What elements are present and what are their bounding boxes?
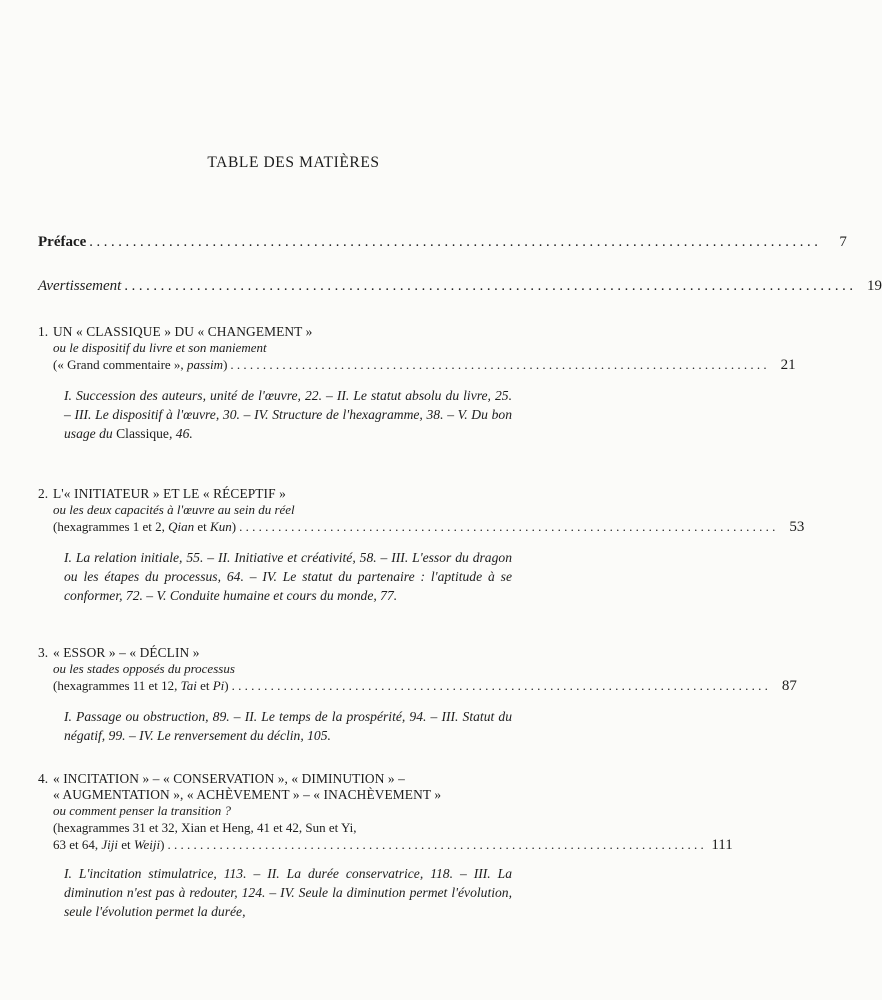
chapter-reference: (hexagrammes 11 et 12, Tai et Pi): [53, 678, 229, 693]
chapter-number: 4.: [38, 771, 49, 786]
leader-dots: [164, 836, 706, 853]
chapter-number: 2.: [38, 486, 49, 501]
chapter-subtitle: ou comment penser la transition ?: [53, 803, 232, 818]
chapter-3: [38, 645, 797, 745]
chapter-title-line-1: « INCITATION » – « CONSERVATION », « DIMINUTION » –: [53, 771, 405, 786]
toc-entry-avertissement: [38, 278, 882, 295]
chapter-4: [38, 771, 733, 921]
chapter-title: « ESSOR » – « DÉCLIN »: [53, 645, 200, 660]
chapter-subtitle: ou les stades opposés du processus: [53, 661, 235, 676]
entry-page: 19: [866, 278, 882, 294]
chapter-summary: I. Succession des auteurs, unité de l'œuvre, 22. – II. Le statut absolu du livre, 25. – III. Le dispositif à l'œuvre, 30. – IV. Structure de l'hexagramme, 38. – V. Du bon usage du Classique, 46.: [64, 388, 512, 441]
chapter-reference-line: [53, 677, 797, 695]
chapter-page: 87: [781, 678, 797, 694]
chapter-reference: (« Grand commentaire », passim): [53, 357, 228, 372]
chapter-number: 1.: [38, 324, 49, 339]
leader-dots: [227, 356, 769, 373]
chapter-reference-line-1: (hexagrammes 31 et 32, Xian et Heng, 41 et 42, Sun et Yi,: [53, 820, 357, 835]
chapter-heading: [38, 324, 796, 374]
chapter-subtitle: ou le dispositif du livre et son maniement: [53, 340, 267, 355]
chapter-1: [38, 324, 796, 443]
chapter-subtitle: ou les deux capacités à l'œuvre au sein du réel: [53, 502, 295, 517]
chapter-reference-line: [53, 836, 733, 854]
chapter-number: 3.: [38, 645, 49, 660]
chapter-heading: [38, 486, 805, 536]
chapter-summary: I. La relation initiale, 55. – II. Initiative et créativité, 58. – III. L'essor du dragon ou les étapes du processus, 64. – IV. Le statut du partenaire : l'aptitude à se conformer, 72. – V. Conduite humaine et cours du monde, 77.: [64, 550, 512, 603]
chapter-2: [38, 486, 805, 605]
leader-dots: [121, 278, 856, 295]
chapter-title-line-2: « AUGMENTATION », « ACHÈVEMENT » – « INACHÈVEMENT »: [53, 787, 442, 802]
leader-dots: [86, 234, 821, 251]
toc-entry-preface: [38, 234, 847, 251]
chapter-reference-line: [53, 356, 796, 374]
leader-dots: [236, 518, 778, 535]
chapter-title: L'« INITIATEUR » ET LE « RÉCEPTIF »: [53, 486, 286, 501]
chapter-page: 53: [789, 519, 805, 535]
chapter-reference: (hexagrammes 1 et 2, Qian et Kun): [53, 519, 237, 534]
leader-dots: [229, 677, 771, 694]
entry-label: Préface: [38, 234, 87, 250]
chapter-heading: [38, 645, 797, 695]
entry-label: Avertissement: [38, 278, 122, 294]
chapter-summary: I. Passage ou obstruction, 89. – II. Le temps de la prospérité, 94. – III. Statut du négatif, 99. – IV. Le renversement du déclin, 105.: [64, 709, 512, 743]
chapter-reference-line: [53, 518, 804, 536]
entry-page: 7: [839, 234, 847, 250]
chapter-page: 21: [780, 357, 796, 373]
page-title: TABLE DES MATIÈRES: [207, 154, 380, 171]
chapter-heading: [38, 771, 733, 854]
chapter-page: 111: [711, 837, 733, 853]
chapter-summary: I. L'incitation stimulatrice, 113. – II. La durée conservatrice, 118. – III. La diminution n'est pas à redouter, 124. – IV. Seule la diminution permet l'évolution, seule l'évolution permet la durée,: [64, 866, 512, 919]
chapter-reference: 63 et 64, Jiji et Weiji): [53, 837, 165, 852]
chapter-title: UN « CLASSIQUE » DU « CHANGEMENT »: [53, 324, 313, 339]
